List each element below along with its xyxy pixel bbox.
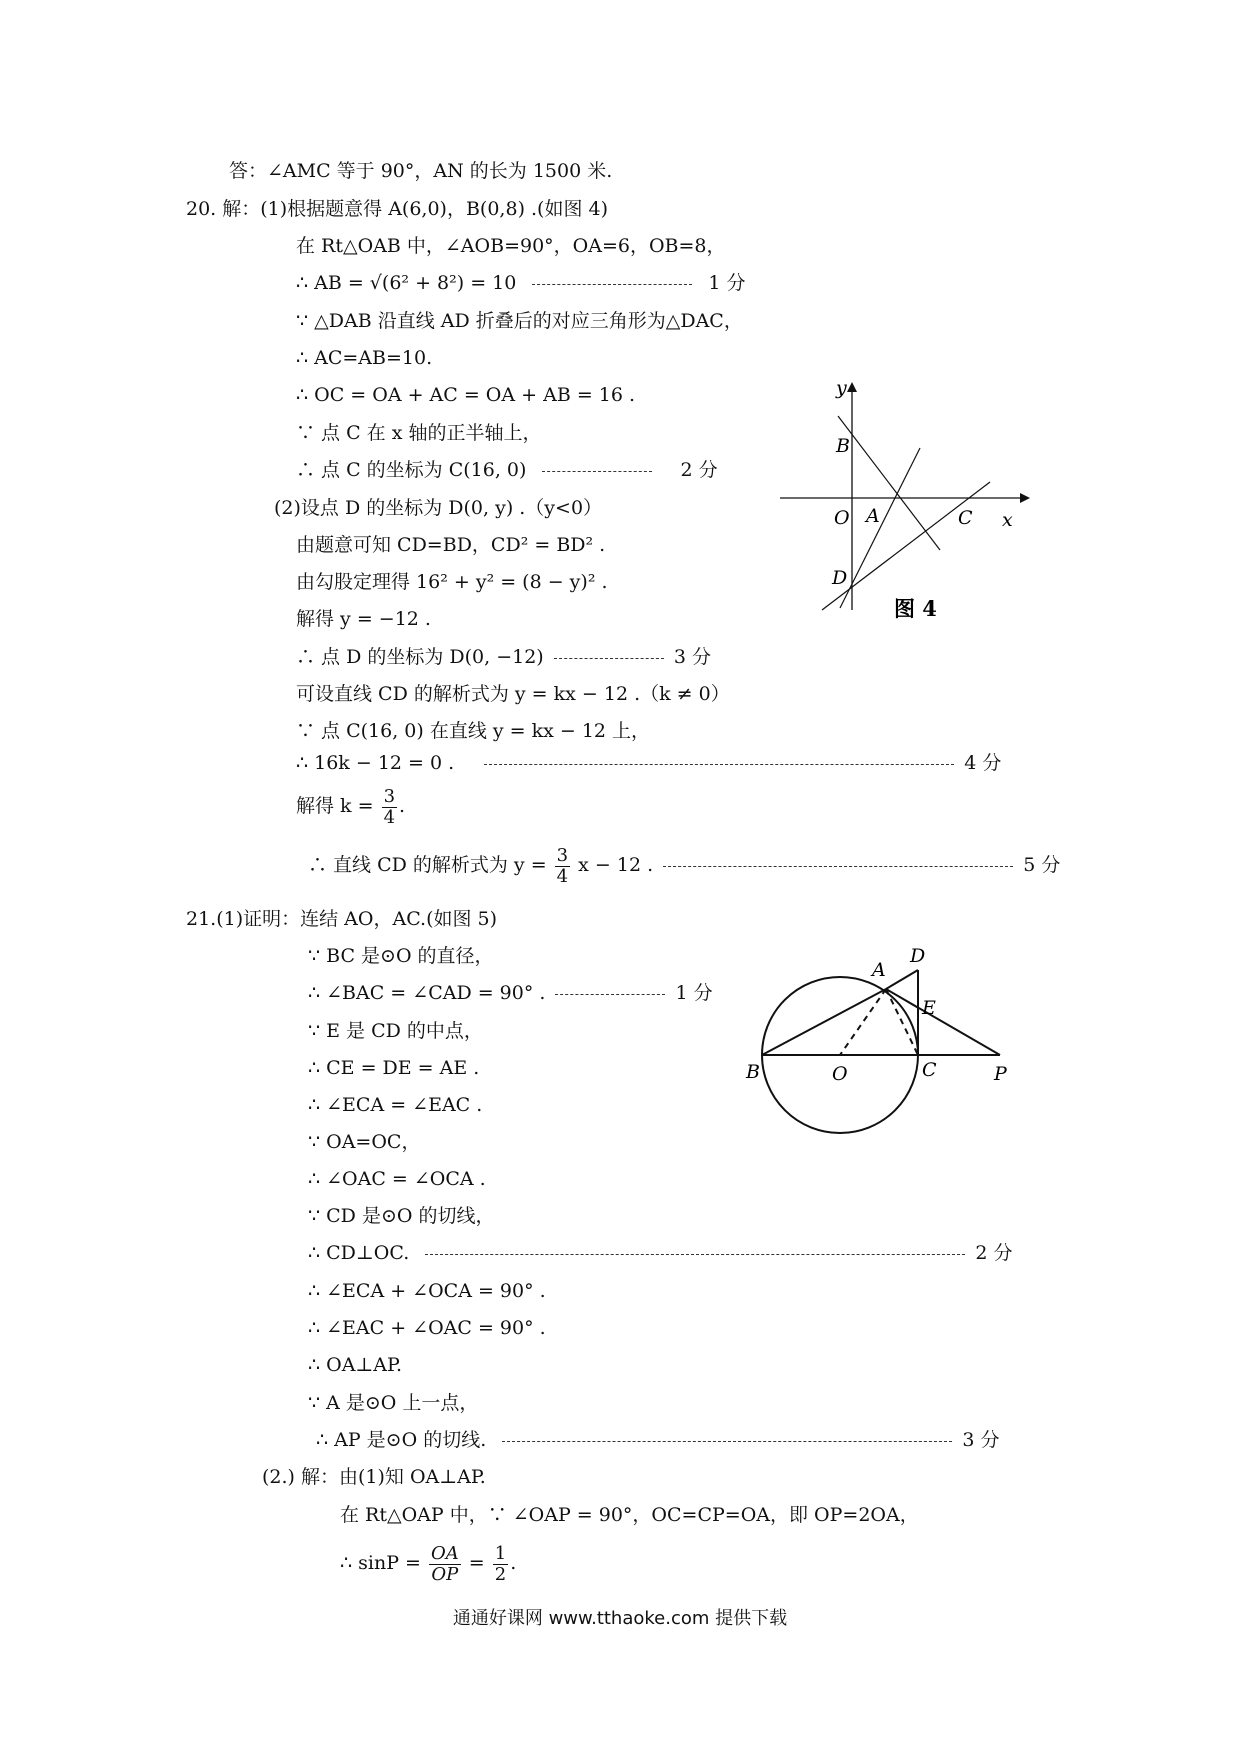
dotted-leader xyxy=(425,1254,965,1255)
figure-4-caption: 图 4 xyxy=(894,596,937,621)
cd-fraction xyxy=(555,846,570,887)
label-b: B xyxy=(836,435,850,457)
line-09 xyxy=(296,457,718,483)
line-35: (2.) 解：由(1)知 OA⊥AP. xyxy=(262,1466,486,1488)
k-fraction xyxy=(382,787,397,828)
score-2: 2 分 xyxy=(680,459,718,481)
cd-result-tail: x − 12 . xyxy=(578,854,654,876)
line-22 xyxy=(308,980,713,1006)
label-o: O xyxy=(832,1063,848,1085)
line-10: (2)设点 D 的坐标为 D(0, y) .（y<0） xyxy=(274,497,603,519)
line-23: ∵ E 是 CD 的中点， xyxy=(308,1020,483,1042)
label-p: P xyxy=(994,1063,1007,1085)
ab-equation: ∴ AB = √(6² + 8²) = 10 xyxy=(296,272,517,294)
period: . xyxy=(510,1552,517,1574)
k-numerator: 3 xyxy=(383,785,396,807)
line-14 xyxy=(296,644,711,670)
line-24: ∴ CE = DE = AE . xyxy=(308,1057,480,1079)
problem-20-header: 20. 解：(1)根据题意得 A(6,0)，B(0,8) .(如图 4) xyxy=(186,198,609,220)
score-5: 5 分 xyxy=(1023,854,1061,876)
label-e: E xyxy=(922,997,936,1019)
line-27: ∴ ∠OAC = ∠OCA . xyxy=(308,1168,486,1190)
line-17 xyxy=(296,750,1001,776)
line-28: ∵ CD 是⊙O 的切线， xyxy=(308,1205,495,1227)
line-07: ∴ OC = OA + AC = OA + AB = 16 . xyxy=(296,384,636,406)
segment-ba xyxy=(762,989,886,1055)
line-ba xyxy=(838,416,940,550)
sin-denominator-2: 2 xyxy=(494,1563,507,1585)
dotted-leader xyxy=(502,1441,952,1442)
label-x: x xyxy=(1002,509,1013,531)
label-c: C xyxy=(958,507,973,529)
line-13: 解得 y = −12 . xyxy=(296,608,431,630)
line-11: 由题意可知 CD=BD，CD² = BD² . xyxy=(296,534,606,556)
line-36: 在 Rt△OAP 中，∵ ∠OAP = 90°，OC=CP=OA，即 OP=2OA， xyxy=(340,1504,919,1526)
line-18 xyxy=(296,784,405,828)
label-a: A xyxy=(872,959,886,981)
footer-source: 通通好课网 www.tthaoke.com 提供下载 xyxy=(452,1608,788,1629)
score-1: 1 分 xyxy=(708,272,746,294)
sin-numerator-2: 1 xyxy=(494,1542,507,1564)
line-15: 可设直线 CD 的解析式为 y = kx − 12 .（k ≠ 0） xyxy=(296,683,730,705)
line-26: ∵ OA=OC， xyxy=(308,1131,421,1153)
score-3: 3 分 xyxy=(673,646,711,668)
sin-fraction-1 xyxy=(429,1544,461,1585)
problem-21-header: 21.(1)证明：连结 AO，AC.(如图 5) xyxy=(186,908,498,930)
label-o: O xyxy=(834,507,850,529)
score-1b: 1 分 xyxy=(675,982,713,1004)
line-04 xyxy=(296,270,746,296)
equals-sign: = xyxy=(468,1552,485,1574)
figure-5 xyxy=(740,940,1030,1170)
period: . xyxy=(399,795,406,817)
line-25: ∴ ∠ECA = ∠EAC . xyxy=(308,1094,483,1116)
line-19 xyxy=(308,843,1060,887)
segment-ad xyxy=(886,970,918,989)
score-2b: 2 分 xyxy=(975,1242,1013,1264)
y-axis-arrow xyxy=(847,382,857,392)
dotted-leader xyxy=(663,866,1013,867)
line-06: ∴ AC=AB=10. xyxy=(296,347,433,369)
score-4: 4 分 xyxy=(964,752,1002,774)
k-denominator: 4 xyxy=(383,806,396,828)
dotted-leader xyxy=(555,994,665,995)
line-21: ∵ BC 是⊙O 的直径， xyxy=(308,945,494,967)
k-solve-label: 解得 k = xyxy=(296,795,374,817)
label-d: D xyxy=(910,945,926,967)
label-c: C xyxy=(922,1059,937,1081)
cd-numerator: 3 xyxy=(556,844,569,866)
dotted-leader xyxy=(554,658,664,659)
answer-line: 答：∠AMC 等于 90°，AN 的长为 1500 米. xyxy=(229,160,613,182)
segment-ae xyxy=(886,989,918,1008)
sin-numerator-1: OA xyxy=(430,1542,459,1564)
line-29 xyxy=(308,1240,1012,1266)
sin-label: ∴ sinP = xyxy=(340,1552,421,1574)
angle-equation: ∴ ∠BAC = ∠CAD = 90° . xyxy=(308,982,546,1004)
label-a: A xyxy=(866,505,880,527)
cd-perpendicular: ∴ CD⊥OC. xyxy=(308,1242,410,1264)
cd-result-label: ∴ 直线 CD 的解析式为 y = xyxy=(308,854,547,876)
figure-4 xyxy=(770,380,1040,630)
label-d: D xyxy=(832,567,848,589)
dashed-ao xyxy=(840,989,886,1055)
line-12: 由勾股定理得 16² + y² = (8 − y)² . xyxy=(296,571,608,593)
label-b: B xyxy=(746,1061,760,1083)
line-03: 在 Rt△OAB 中，∠AOB=90°，OA=6，OB=8， xyxy=(296,235,726,257)
line-30: ∴ ∠ECA + ∠OCA = 90° . xyxy=(308,1280,546,1302)
sin-fraction-2 xyxy=(493,1544,508,1585)
k-equation: ∴ 16k − 12 = 0 . xyxy=(296,752,455,774)
cd-denominator: 4 xyxy=(556,865,569,887)
line-31: ∴ ∠EAC + ∠OAC = 90° . xyxy=(308,1317,546,1339)
dotted-leader xyxy=(484,764,954,765)
score-3b: 3 分 xyxy=(962,1429,1000,1451)
line-33: ∵ A 是⊙O 上一点， xyxy=(308,1392,479,1414)
line-32: ∴ OA⊥AP. xyxy=(308,1354,402,1376)
sin-denominator-1: OP xyxy=(431,1563,459,1585)
line-cd xyxy=(822,482,990,610)
d-coordinate: ∴ 点 D 的坐标为 D(0, −12) xyxy=(296,646,544,668)
line-05: ∵ △DAB 沿直线 AD 折叠后的对应三角形为△DAC， xyxy=(296,310,743,332)
x-axis-arrow xyxy=(1020,493,1030,503)
line-08: ∵ 点 C 在 x 轴的正半轴上， xyxy=(296,422,542,444)
line-37 xyxy=(340,1538,516,1588)
tangent-conclusion: ∴ AP 是⊙O 的切线. xyxy=(316,1429,487,1451)
dotted-leader xyxy=(532,284,692,285)
dotted-leader xyxy=(542,471,652,472)
line-34 xyxy=(316,1427,999,1453)
label-y: y xyxy=(836,380,847,399)
c-coordinate: ∴ 点 C 的坐标为 C(16, 0) xyxy=(296,459,527,481)
line-16: ∵ 点 C(16, 0) 在直线 y = kx − 12 上， xyxy=(296,720,651,742)
